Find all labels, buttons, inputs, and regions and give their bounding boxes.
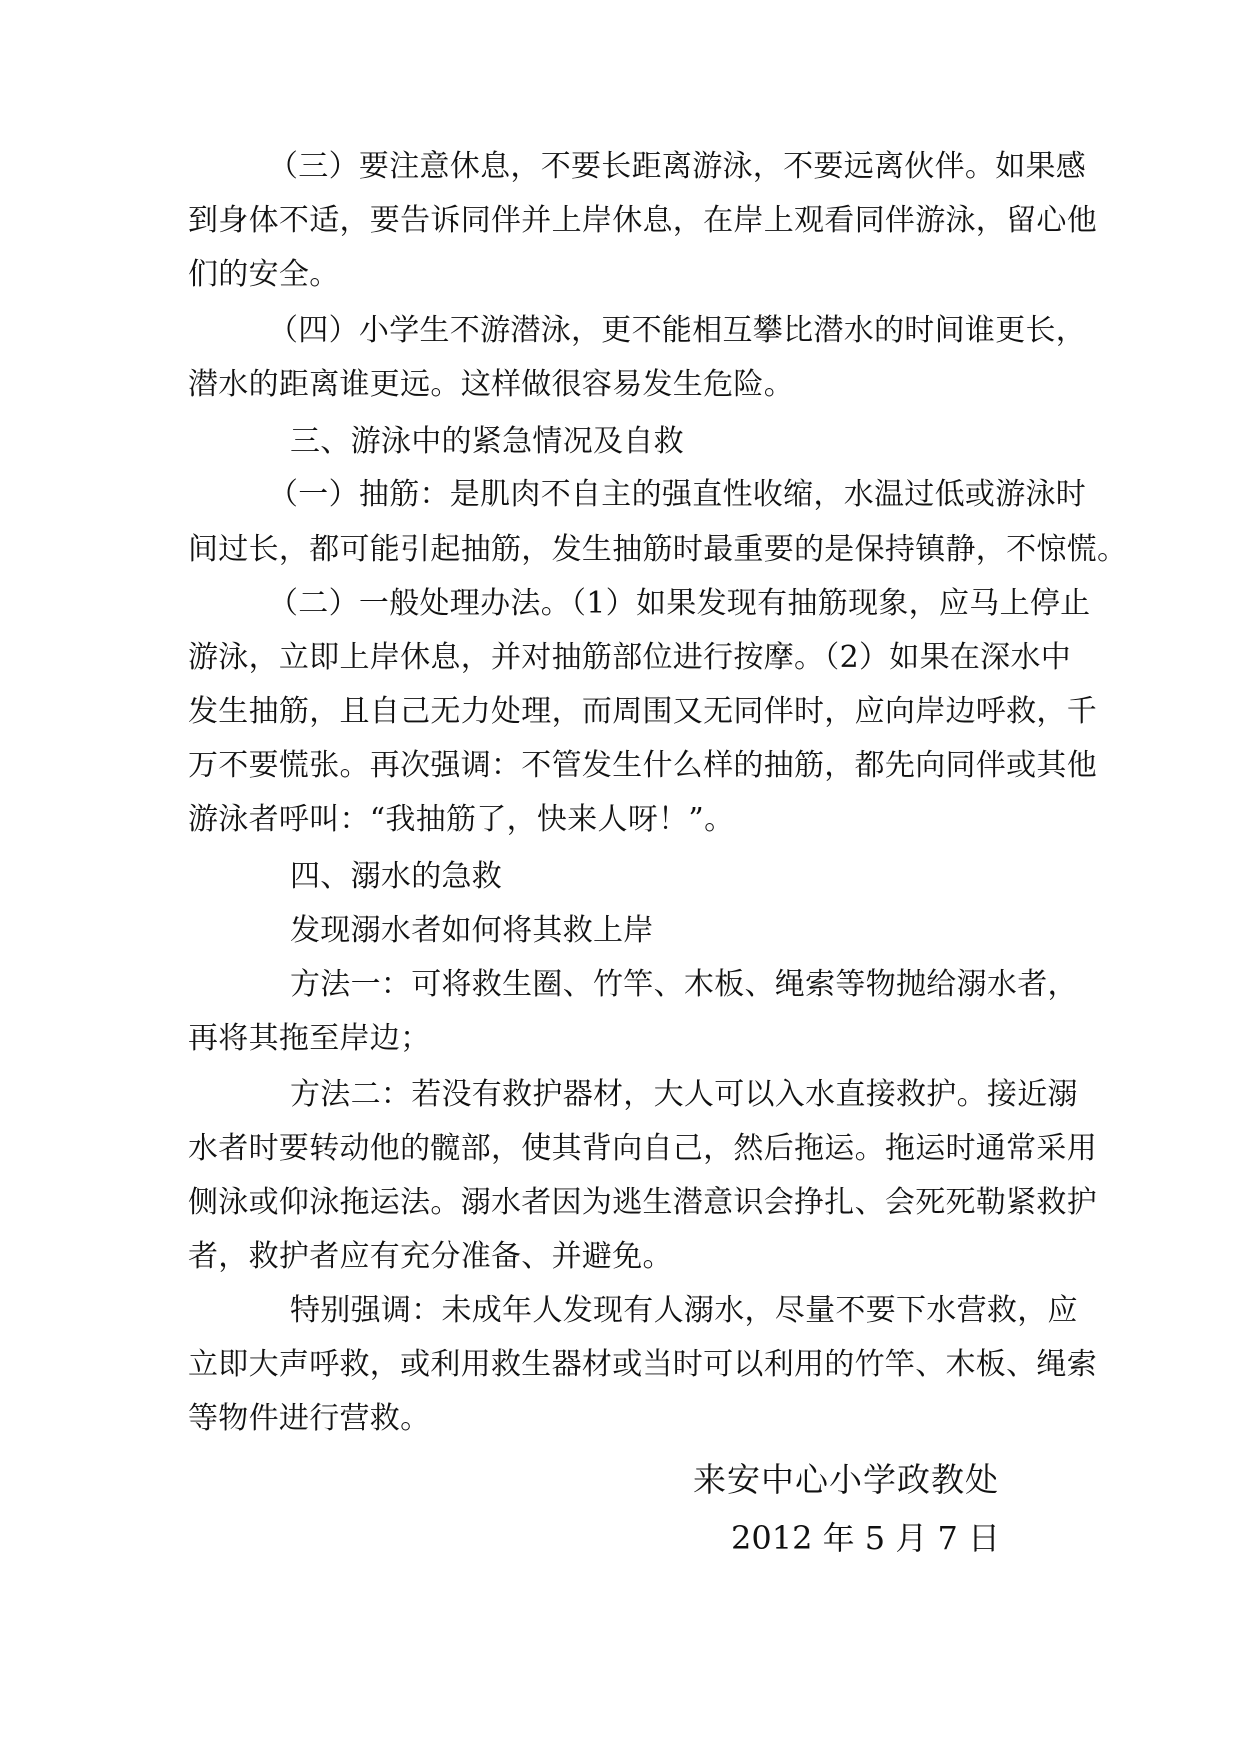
paragraph-line: （一）抽筋：是肌肉不自主的强直性收缩，水温过低或游泳时 [268,477,1087,512]
paragraph-line: （二）一般处理办法。（1）如果发现有抽筋现象，应马上停止 [268,586,1091,621]
section-heading: 四、溺水的急救 [290,859,503,894]
paragraph-line: 游泳，立即上岸休息，并对抽筋部位进行按摩。（2）如果在深水中 [188,640,1072,675]
paragraph-line: 万不要慌张。再次强调：不管发生什么样的抽筋，都先向同伴或其他 [188,748,1097,783]
paragraph-line: 间过长，都可能引起抽筋，发生抽筋时最重要的是保持镇静，不惊慌。 [188,532,1128,567]
paragraph-line: 再将其拖至岸边； [188,1021,431,1056]
paragraph-line: 侧泳或仰泳拖运法。溺水者因为逃生潜意识会挣扎、会死死勒紧救护 [188,1185,1097,1220]
paragraph-line: 到身体不适，要告诉同伴并上岸休息，在岸上观看同伴游泳，留心他 [188,203,1097,238]
paragraph-line: 水者时要转动他的髋部，使其背向自己，然后拖运。拖运时通常采用 [188,1131,1097,1166]
paragraph-line: 们的安全。 [188,257,340,292]
paragraph-line: 特别强调：未成年人发现有人溺水，尽量不要下水营救，应 [290,1293,1078,1328]
subheading: 发现溺水者如何将其救上岸 [290,913,654,948]
paragraph-line: （四）小学生不游潜泳，更不能相互攀比潜水的时间谁更长， [268,313,1087,348]
section-heading: 三、游泳中的紧急情况及自救 [290,424,684,459]
paragraph-line: 等物件进行营救。 [188,1401,431,1436]
paragraph-line: （三）要注意休息，不要长距离游泳，不要远离伙伴。如果感 [268,149,1087,184]
paragraph-line: 方法一：可将救生圈、竹竿、木板、绳索等物抛给溺水者， [290,967,1078,1002]
paragraph-line: 者，救护者应有充分准备、并避免。 [188,1239,673,1274]
issue-date: 2012 年 5 月 7 日 [731,1519,1001,1557]
issuer-signature: 来安中心小学政教处 [693,1460,999,1499]
paragraph-line: 游泳者呼叫：“我抽筋了，快来人呀！”。 [188,802,735,837]
paragraph-line: 发生抽筋，且自己无力处理，而周围又无同伴时，应向岸边呼救，千 [188,694,1097,729]
paragraph-line: 方法二：若没有救护器材，大人可以入水直接救护。接近溺 [290,1077,1078,1112]
paragraph-line: 潜水的距离谁更远。这样做很容易发生危险。 [188,367,794,402]
paragraph-line: 立即大声呼救，或利用救生器材或当时可以利用的竹竿、木板、绳索 [188,1347,1097,1382]
